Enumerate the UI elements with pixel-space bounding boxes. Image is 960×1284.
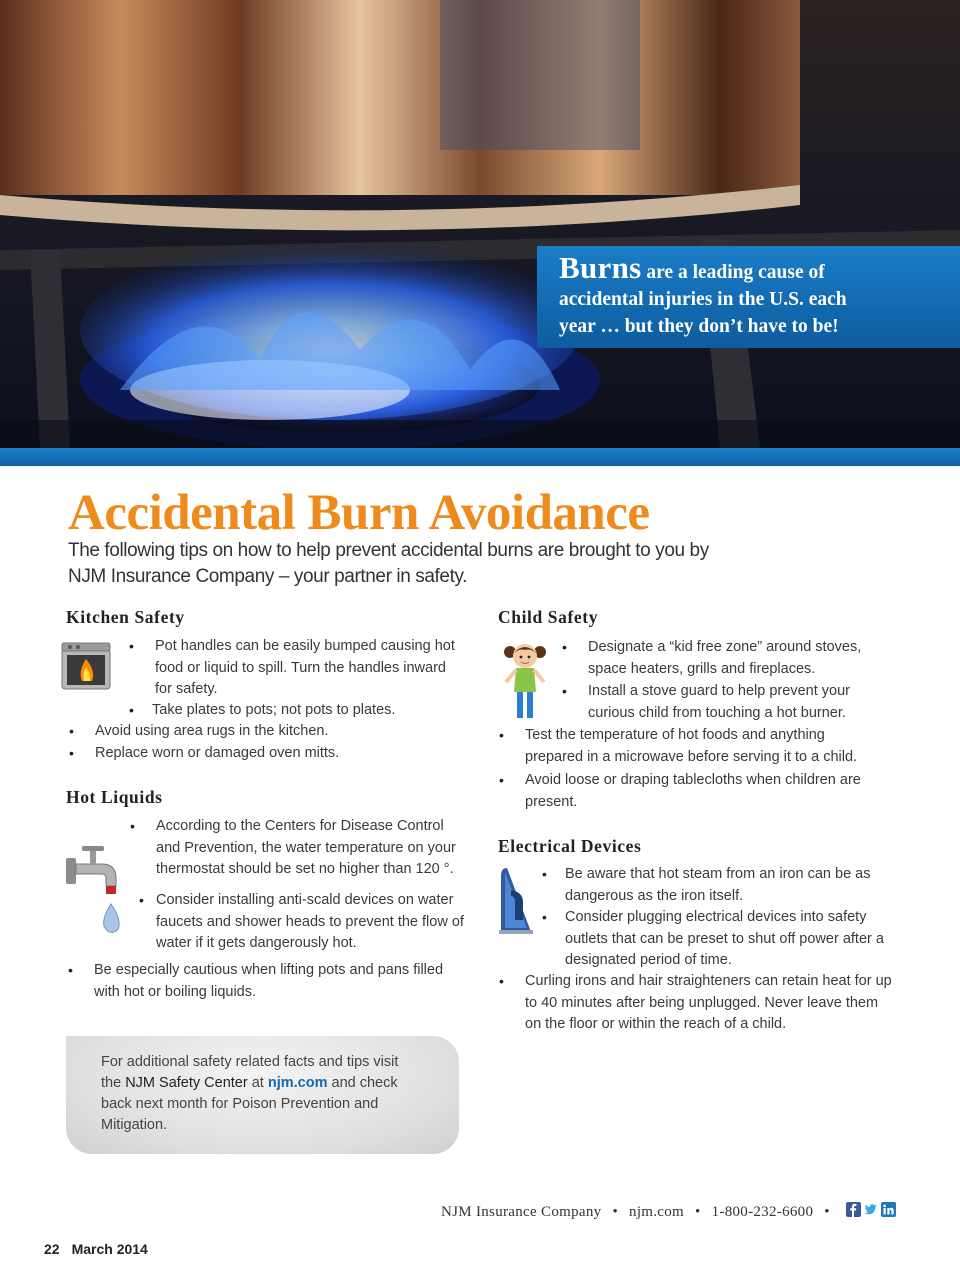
twitter-icon[interactable]	[863, 1202, 878, 1217]
footer-company: NJM Insurance Company	[441, 1204, 602, 1220]
hero-callout	[537, 246, 960, 348]
bullet: •	[68, 962, 73, 978]
bullet: •	[499, 973, 504, 989]
bullet: •	[542, 866, 547, 882]
list-item: • Designate a “kid free zone” around stoves, space heaters, grills and fireplaces.	[562, 639, 862, 677]
list-item: • Avoid loose or draping tablecloths when children are present.	[499, 772, 861, 810]
bullet: •	[139, 892, 144, 908]
page-footer	[44, 1241, 148, 1257]
divider-bar	[0, 448, 960, 466]
note-text: at	[251, 1075, 264, 1091]
list-item: • Avoid using area rugs in the kitchen.	[95, 721, 445, 743]
bullet: •	[129, 702, 134, 718]
bullet: •	[562, 683, 567, 699]
page-number: 22	[44, 1241, 60, 1257]
section-heading-child: Child Safety	[498, 607, 599, 627]
iron-icon	[497, 866, 539, 939]
info-note	[66, 1036, 459, 1154]
section-heading-electrical: Electrical Devices	[498, 836, 642, 856]
note-text: and check back next month for Poison Prevention and Mitigation.	[101, 1075, 398, 1133]
intro-text: The following tips on how to help prevent accidental burns are brought to you by NJM Insurance Company – your partner in safety.	[68, 540, 709, 587]
section-heading-kitchen: Kitchen Safety	[66, 607, 185, 627]
bullet: •	[562, 639, 567, 655]
linkedin-icon[interactable]	[881, 1202, 896, 1217]
faucet-icon	[64, 842, 124, 941]
bullet: •	[69, 745, 74, 761]
bullet: •	[69, 723, 74, 739]
njm-link[interactable]: njm.com	[267, 1075, 328, 1091]
issue-date: March 2014	[71, 1241, 148, 1257]
page-title: Accidental Burn Avoidance	[68, 485, 650, 541]
bullet: •	[499, 772, 504, 788]
footer-website[interactable]: njm.com	[629, 1204, 685, 1220]
stove-icon	[60, 641, 112, 696]
bullet: •	[499, 727, 504, 743]
callout-line: are a leading cause of	[646, 262, 825, 283]
callout-big-word: Burns	[559, 250, 642, 285]
footer-phone: 1-800-232-6600	[711, 1204, 814, 1220]
list-item: • Be aware that hot steam from an iron can be as dangerous as the iron itself.	[542, 866, 871, 904]
list-item: • Consider installing anti-scald devices on water faucets and shower heads to prevent the flow of water if it gets dangerously hot.	[139, 892, 464, 951]
list-item: • Test the temperature of hot foods and anything prepared in a microwave before serving it to a child.	[499, 727, 858, 765]
note-text: For additional safety related facts and tips visit the	[101, 1054, 399, 1091]
list-item: • Consider plugging electrical devices into safety outlets that can be preset to shut off power after a designated period of time.	[542, 909, 884, 968]
bullet: •	[130, 818, 135, 834]
facebook-icon[interactable]	[846, 1202, 861, 1217]
list-item: • Take plates to pots; not pots to plates.	[152, 700, 452, 722]
bullet: •	[129, 638, 134, 654]
safety-center-name: NJM Safety Center	[125, 1075, 248, 1091]
callout-line: year … but they don’t have to be!	[559, 316, 839, 337]
hero-photo	[0, 0, 960, 448]
section-heading-hot-liquids: Hot Liquids	[66, 787, 163, 807]
list-item: • According to the Centers for Disease Control and Prevention, the water temperature on your thermostat should be set no higher than 120 °.	[130, 818, 456, 877]
list-item: • Install a stove guard to help prevent your curious child from touching a hot burner.	[562, 683, 850, 721]
list-item: • Be especially cautious when lifting pots and pans filled with hot or boiling liquids.	[68, 962, 444, 1000]
footer-contact: NJM Insurance Company • njm.com • 1-800-232-6600 •	[441, 1204, 830, 1220]
list-item: • Pot handles can be easily bumped causing hot food or liquid to spill. Turn the handles inward for safety.	[129, 638, 455, 697]
list-item: • Replace worn or damaged oven mitts.	[95, 743, 445, 765]
girl-icon	[500, 638, 550, 729]
bullet: •	[542, 909, 547, 925]
list-item: • Curling irons and hair straighteners can retain heat for up to 40 minutes after being unplugged. Never leave them on the floor or within the reach of a child.	[499, 973, 892, 1032]
callout-line: accidental injuries in the U.S. each	[559, 289, 847, 310]
